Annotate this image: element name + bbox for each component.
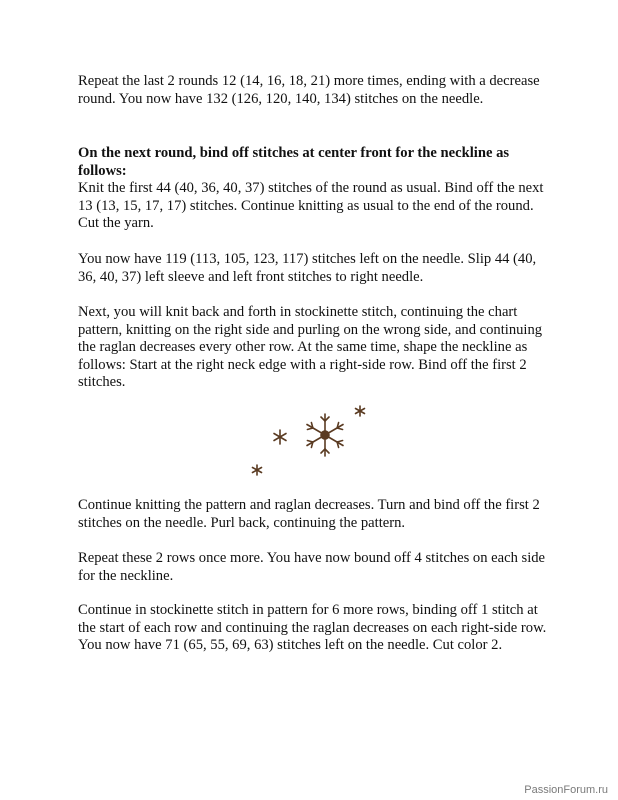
large-snowflake-icon — [307, 414, 343, 456]
paragraph-back-and-forth: Next, you will knit back and forth in stockinette stitch, continuing the chart pattern, knitting on the right side and purling on the wrong side, and continuing the raglan decreases every other row. At the same time, shape the neckline as follows: Start at the right neck edge with a right-side row. Bind off the first 2 stitches. — [78, 304, 543, 391]
paragraph-stitches-left: You now have 119 (113, 105, 123, 117) stitches left on the needle. Slip 44 (40, 36, 40, 37) left sleeve and left front stitches to right needle. — [78, 251, 537, 285]
paragraph-neckline-heading: On the next round, bind off stitches at center front for the neckline as follows: — [78, 145, 510, 179]
small-snowflake-icon — [274, 430, 286, 444]
small-snowflake-icon — [356, 406, 365, 416]
paragraph-continue-knitting: Continue knitting the pattern and raglan decreases. Turn and bind off the first 2 stitches on the needle. Purl back, continuing the pattern. — [78, 497, 540, 531]
paragraph-stockinette: Continue in stockinette stitch in pattern for 6 more rows, binding off 1 stitch at the start of each row and continuing the raglan decreases on each right-side row. You now have 71 (65, 55, 69, 63) stitches left on the needle. Cut color 2. — [78, 602, 547, 654]
small-snowflake-icon — [253, 465, 262, 475]
paragraph-repeat-rounds: Repeat the last 2 rounds 12 (14, 16, 18, 21) more times, ending with a decrease round. You now have 132 (126, 120, 140, 134) stitches on the needle. — [78, 73, 540, 107]
snowflakes-icon — [245, 400, 375, 480]
paragraph-repeat-rows: Repeat these 2 rows once more. You have now bound off 4 stitches on each side for the neckline. — [78, 550, 546, 584]
paragraph-knit-first: Knit the first 44 (40, 36, 40, 37) stitches of the round as usual. Bind off the next 13 (13, 15, 17, 17) stitches. Continue knitting as usual to the end of the round. Cut the yarn. — [78, 180, 544, 232]
watermark: PassionForum.ru — [524, 784, 608, 796]
